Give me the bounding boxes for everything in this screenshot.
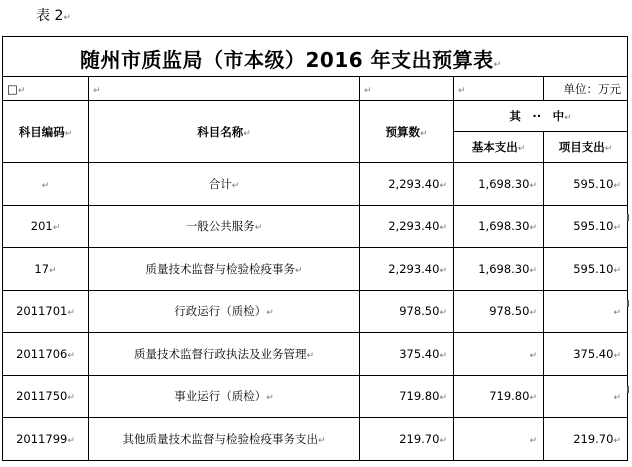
cell-code: 201↵ [3,205,89,248]
cell-name: 行政运行（质检）↵ [89,290,360,333]
cell-basic: 978.50↵ [454,290,544,333]
meta-empty-cell: ↵ [360,77,454,101]
header-name: 科目名称↵ [89,101,360,163]
cell-budget: 2,293.40↵ [360,205,454,248]
header-group: 其 ·· 中↵ [454,101,628,132]
cell-code: 2011701↵ [3,290,89,333]
header-code: 科目编码↵ [3,101,89,163]
cell-basic: ↵ [454,418,544,461]
cell-budget: 2,293.40↵ [360,163,454,206]
table-row [3,163,628,206]
cell-name: 合计↵ [89,163,360,206]
right-edge-tick [627,214,629,221]
header-basic: 基本支出↵ [454,132,544,163]
cell-code: 2011706↵ [3,333,89,376]
table-row [3,248,628,291]
cell-name: 质量技术监督行政执法及业务管理↵ [89,333,360,376]
cell-project: ↵ [544,375,628,418]
right-edge-tick [627,300,629,307]
budget-table [2,36,628,461]
cell-basic: 719.80↵ [454,375,544,418]
right-edge-tick [627,386,629,393]
cell-project: ↵ [544,290,628,333]
cell-basic: ↵ [454,333,544,376]
cell-budget: 375.40↵ [360,333,454,376]
header-project: 项目支出↵ [544,132,628,163]
cell-project: 219.70↵ [544,418,628,461]
cell-project: 595.10↵ [544,248,628,291]
meta-empty-cell: ↵ [89,77,360,101]
cell-code: ↵ [3,163,89,206]
table-row [3,375,628,418]
header-budget: 预算数↵ [360,101,454,163]
table-row [3,290,628,333]
table-row [3,333,628,376]
cell-basic: 1,698.30↵ [454,205,544,248]
meta-empty-cell: ↵ [454,77,544,101]
page-title: 随州市质监局（市本级）2016 年支出预算表↵ [80,48,502,72]
table-row [3,418,628,461]
cell-budget: 219.70↵ [360,418,454,461]
cell-name: 事业运行（质检）↵ [89,375,360,418]
cell-name: 一般公共服务↵ [89,205,360,248]
cell-code: 17↵ [3,248,89,291]
cell-name: 质量技术监督与检验检疫事务↵ [89,248,360,291]
meta-checkbox-cell: □↵ [3,77,89,101]
cell-project: 595.10↵ [544,205,628,248]
cell-basic: 1,698.30↵ [454,163,544,206]
cell-code: 2011799↵ [3,418,89,461]
cell-budget: 719.80↵ [360,375,454,418]
cell-name: 其他质量技术监督与检验检疫事务支出↵ [89,418,360,461]
cell-budget: 978.50↵ [360,290,454,333]
checkbox-glyph: □ [7,81,18,96]
cell-project: 375.40↵ [544,333,628,376]
cell-code: 2011750↵ [3,375,89,418]
table-row [3,205,628,248]
cell-basic: 1,698.30↵ [454,248,544,291]
unit-label: 单位：万元 [544,77,628,101]
table-caption: 表 2↵ [36,8,71,24]
cell-project: 595.10↵ [544,163,628,206]
cell-budget: 2,293.40↵ [360,248,454,291]
